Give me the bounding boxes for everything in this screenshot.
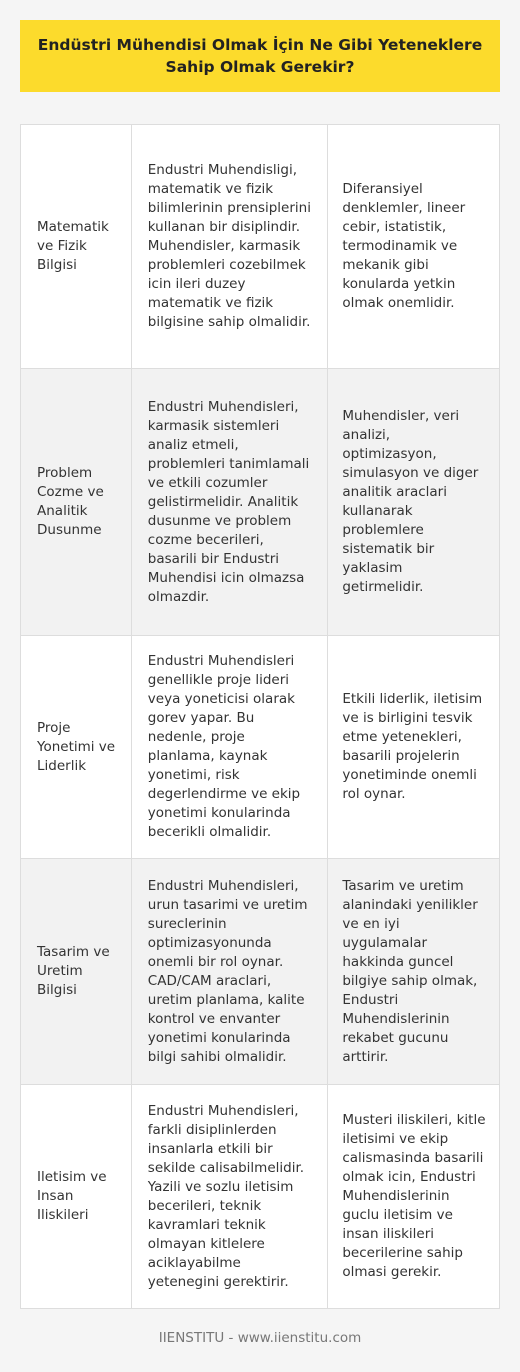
description-cell: Endustri Muhendisleri, farkli disiplinlerden insanlarla etkili bir sekilde calisabilmelidir. Yazili ve sozlu iletisim becerileri, teknik kavramlari teknik olmayan kitlelere aciklayabilme yetenegini gerektirir. <box>132 1085 329 1309</box>
footer-credit: IIENSTITU - www.iienstitu.com <box>158 1330 362 1346</box>
skill-cell: Problem Cozme ve Analitik Dusunme <box>21 369 132 636</box>
description-cell: Endustri Muhendisleri, urun tasarimi ve uretim sureclerinin optimizasyonunda onemli bir rol oynar. CAD/CAM araclari, uretim planlama, kalite kontrol ve envanter yonetimi konularinda bilgi sahibi olmalidir. <box>132 859 329 1085</box>
title-banner <box>20 20 500 92</box>
description-cell: Endustri Muhendisleri genellikle proje lideri veya yoneticisi olarak gorev yapar. Bu nedenle, proje planlama, kaynak yonetimi, risk degerlendirme ve ekip yonetimi konularinda becerikli olmalidir. <box>132 636 329 859</box>
description-cell: Endustri Muhendisleri, karmasik sistemleri analiz etmeli, problemleri tanimlamali ve etkili cozumler gelistirmelidir. Analitik dusunme ve problem cozme becerileri, basarili bir Endustri Muhendisi icin olmazsa olmazdir. <box>132 369 329 636</box>
table-row <box>21 1085 500 1309</box>
skill-cell: Iletisim ve Insan Iliskileri <box>21 1085 132 1309</box>
detail-cell: Muhendisler, veri analizi, optimizasyon, simulasyon ve diger analitik araclari kullanarak problemlere sistematik bir yaklasim getirmelidir. <box>328 369 500 636</box>
detail-cell: Musteri iliskileri, kitle iletisimi ve ekip calismasinda basarili olmak icin, Endustri Muhendislerinin guclu iletisim ve insan iliskileri becerilerine sahip olmasi gerekir. <box>328 1085 500 1309</box>
detail-cell: Etkili liderlik, iletisim ve is birligini tesvik etme yetenekleri, basarili projelerin yonetiminde onemli rol oynar. <box>328 636 500 859</box>
description-cell: Endustri Muhendisligi, matematik ve fizik bilimlerinin prensiplerini kullanan bir disiplindir. Muhendisler, karmasik problemleri cozebilmek icin ileri duzey matematik ve fizik bilgisine sahip olmalidir. <box>132 125 329 369</box>
skill-cell: Tasarim ve Uretim Bilgisi <box>21 859 132 1085</box>
table-row <box>21 636 500 859</box>
skill-cell: Proje Yonetimi ve Liderlik <box>21 636 132 859</box>
detail-cell: Tasarim ve uretim alanindaki yenilikler ve en iyi uygulamalar hakkinda guncel bilgiye sahip olmak, Endustri Muhendislerinin rekabet gucunu arttirir. <box>328 859 500 1085</box>
skill-cell: Matematik ve Fizik Bilgisi <box>21 125 132 369</box>
table-row <box>21 125 500 369</box>
detail-cell: Diferansiyel denklemler, lineer cebir, istatistik, termodinamik ve mekanik gibi konularda yetkin olmak onemlidir. <box>328 125 500 369</box>
page-title: Endüstri Mühendisi Olmak İçin Ne Gibi Yeteneklere Sahip Olmak Gerekir? <box>37 36 483 76</box>
skills-table <box>20 124 500 1309</box>
table-row <box>21 369 500 636</box>
table-row <box>21 859 500 1085</box>
